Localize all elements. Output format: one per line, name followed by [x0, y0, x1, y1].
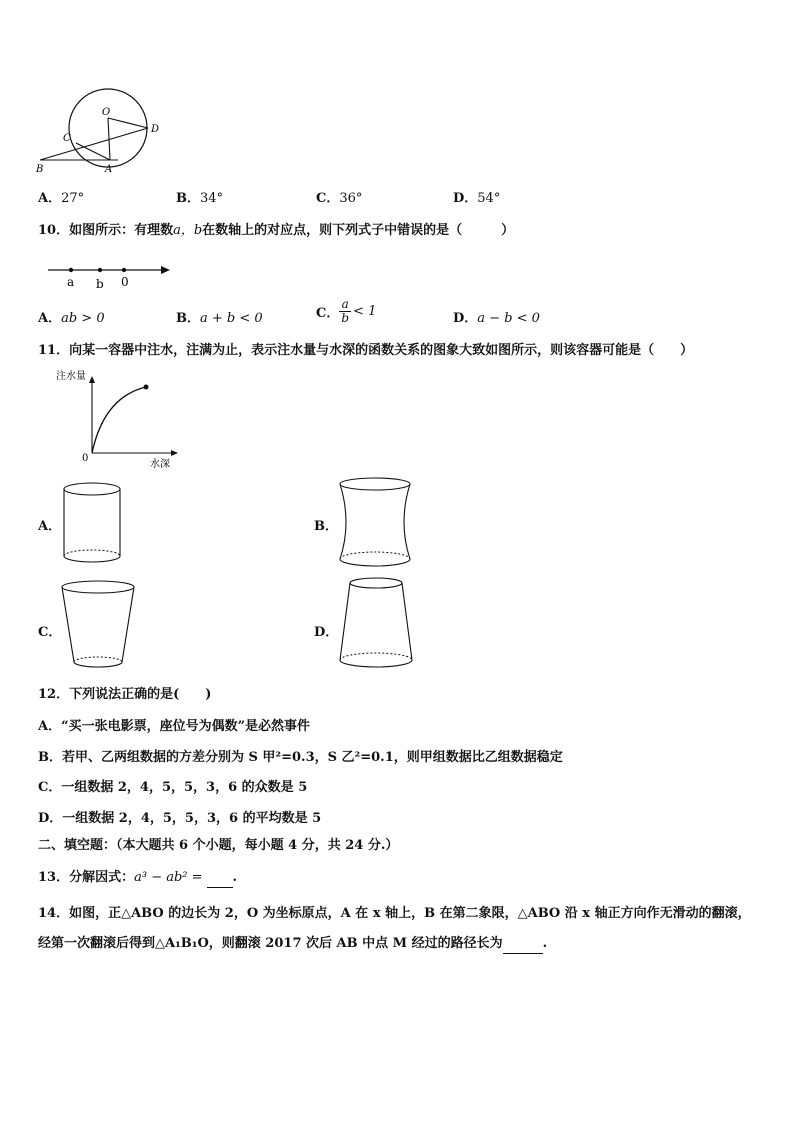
container-frustum-wide-bottom-d	[336, 574, 416, 674]
q14-line2: 经第一次翻滚后得到△A₁B₁O，则翻滚 2017 次后 AB 中点 M 经过的路径长为 .	[38, 935, 547, 954]
q11-option-c-label: C．	[38, 625, 62, 640]
q10-option-d: D．a − b < 0	[453, 311, 540, 326]
q10-option-b: B．a + b < 0	[176, 311, 263, 326]
q12-stem: 12．下列说法正确的是( )	[38, 687, 212, 702]
q9-option-c: C．36°	[316, 191, 363, 206]
label-o: O	[102, 107, 111, 118]
point-a	[69, 268, 73, 272]
q11-stem: 11．向某一容器中注水，注满为止，表示注水量与水深的函数关系的图象大致如图所示，则该容器可能是（ ）	[38, 343, 694, 358]
graph-y-label: 注水量	[56, 371, 86, 382]
container-cylinder-a	[60, 480, 124, 568]
section-2-title: 二、填空题：（本大题共 6 个小题，每小题 4 分，共 24 分.）	[38, 838, 399, 853]
label-point-a: a	[67, 275, 75, 289]
label-point-zero: 0	[121, 275, 129, 289]
q10-number-line	[46, 260, 172, 290]
q11-graph	[54, 367, 184, 469]
point-zero	[122, 268, 126, 272]
graph-x-label: 水深	[150, 459, 170, 469]
label-d: D	[151, 124, 160, 135]
segment-ca	[76, 143, 110, 160]
label-a: A	[105, 164, 113, 175]
q12-option-a: A．“买一张电影票，座位号为偶数”是必然事件	[38, 719, 311, 734]
q10-option-c: C． $\frac{a}{b}$ < 1	[316, 297, 377, 325]
q9-option-a: A．27°	[38, 191, 85, 206]
graph-endpoint	[144, 385, 149, 390]
q13-stem: 13．分解因式：a³ − ab² = .	[38, 869, 237, 888]
graph-x-arrow	[171, 450, 178, 456]
q11-option-a-label: A．	[38, 519, 62, 534]
q12-option-c: C．一组数据 2，4，5，5，3，6 的众数是 5	[38, 780, 308, 795]
q11-option-d-label: D．	[314, 625, 339, 640]
segment-od	[108, 118, 148, 128]
q12-option-b: B．若甲、乙两组数据的方差分别为 S 甲²=0.3，S 乙²=0.1，则甲组数据比乙组数据稳定	[38, 750, 563, 765]
q9-circle-figure	[30, 88, 170, 176]
number-line-arrow	[161, 266, 170, 274]
q14-answer-blank[interactable]	[503, 935, 543, 954]
graph-y-arrow	[89, 376, 95, 383]
graph-curve	[92, 387, 146, 453]
container-hourglass-b	[336, 475, 414, 573]
container-frustum-wide-top-c	[58, 578, 138, 674]
q10-option-a: A．ab > 0	[38, 311, 105, 326]
q13-answer-blank[interactable]	[207, 869, 233, 888]
segment-bd	[40, 128, 148, 160]
q9-option-b: B．34°	[176, 191, 224, 206]
q9-option-d: D．54°	[453, 191, 501, 206]
label-point-b: b	[96, 277, 104, 290]
fraction-a-over-b: $\frac{a}{b}$	[341, 297, 350, 325]
q14-line1: 14．如图，正△ABO 的边长为 2，O 为坐标原点，A 在 x 轴上，B 在第二象限，△ABO 沿 x 轴正方向作无滑动的翻滚，	[38, 906, 751, 921]
q10-stem: 10．如图所示：有理数a，b在数轴上的对应点，则下列式子中错误的是（ ）	[38, 223, 515, 238]
q11-option-b-label: B．	[314, 519, 338, 534]
label-b: B	[36, 164, 44, 175]
graph-origin-label: 0	[82, 453, 89, 464]
point-b	[98, 268, 102, 272]
q12-option-d: D．一组数据 2，4，5，5，3，6 的平均数是 5	[38, 811, 322, 826]
label-c: C	[63, 133, 71, 144]
